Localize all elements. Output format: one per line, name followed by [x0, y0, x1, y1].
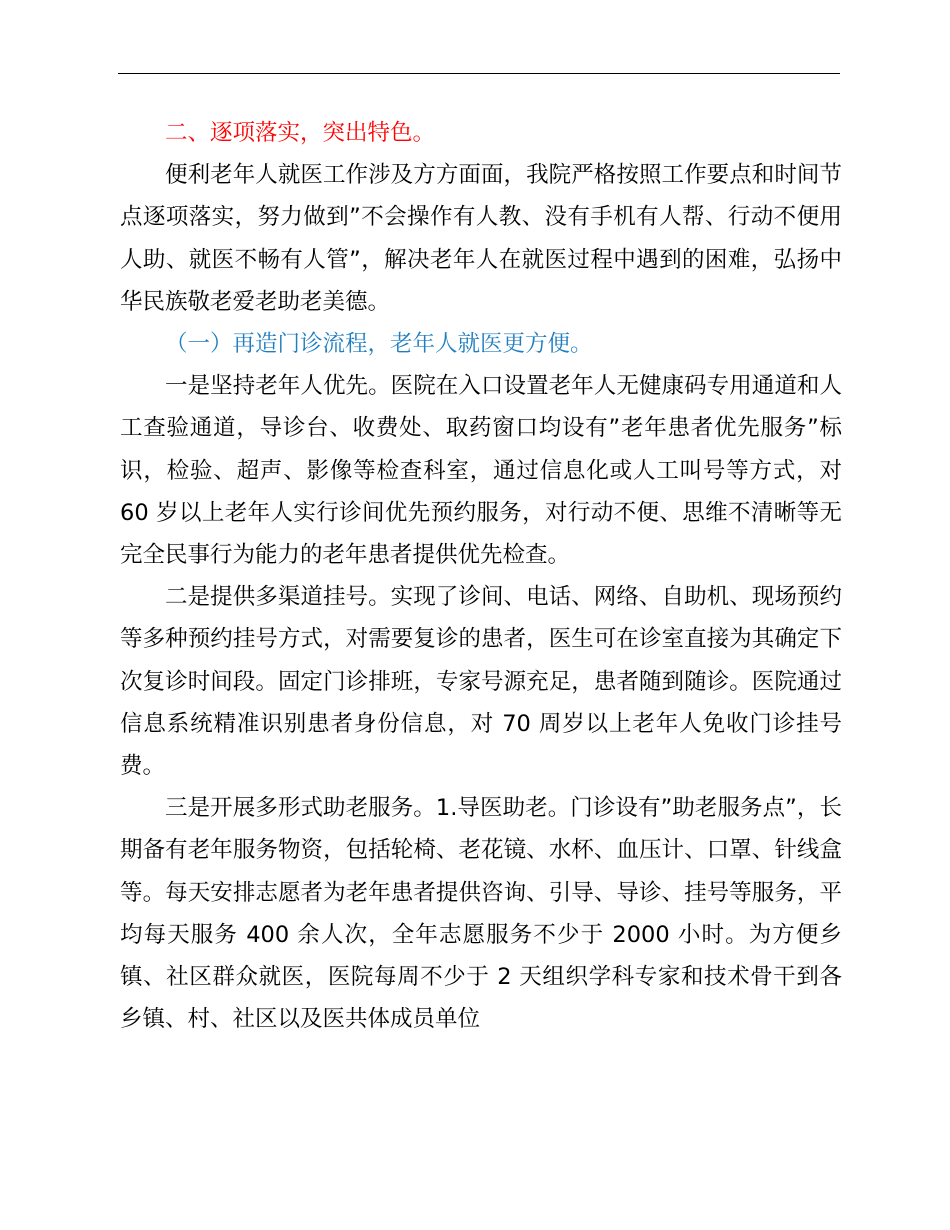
paragraph-elderly-priority: 一是坚持老年人优先。医院在入口设置老年人无健康码专用通道和人工查验通道，导诊台、收费处、取药窗口均设有”老年患者优先服务”标识，检验、超声、影像等检查科室，通过信息化或人工叫号等方式，对 60 岁以上老年人实行诊间优先预约服务，对行动不便、思维不清晰等无完全民事行为能力的老年患者提供优先检查。	[120, 373, 842, 569]
paragraph-multichannel-registration: 二是提供多渠道挂号。实现了诊间、电话、网络、自助机、现场预约等多种预约挂号方式，对需要复诊的患者，医生可在诊室直接为其确定下次复诊时间段。固定门诊排班，专家号源充足，患者随到随诊。医院通过信息系统精准识别患者身份信息，对 70 周岁以上老年人免收门诊挂号费。	[120, 584, 842, 780]
subsection-heading: （一）再造门诊流程，老年人就医更方便。	[165, 331, 593, 358]
header-rule	[118, 73, 840, 74]
document-body	[120, 112, 842, 1040]
paragraph-elderly-assistance: 三是开展多形式助老服务。1.导医助老。门诊设有”助老服务点”，长期备有老年服务物资，包括轮椅、老花镜、水杯、血压计、口罩、针线盒等。每天安排志愿者为老年患者提供咨询、引导、导诊、挂号等服务，平均每天服务 400 余人次，全年志愿服务不少于 2000 小时。为方便乡镇、社区群众就医，医院每周不少于 2 天组织学科专家和技术骨干到各乡镇、村、社区以及医共体成员单位	[120, 795, 842, 1033]
intro-paragraph: 便利老年人就医工作涉及方方面面，我院严格按照工作要点和时间节点逐项落实，努力做到”不会操作有人教、没有手机有人帮、行动不便用人助、就医不畅有人管”，解决老年人在就医过程中遇到的困难，弘扬中华民族敬老爱老助老美德。	[120, 162, 842, 315]
section-heading: 二、逐项落实，突出特色。	[165, 120, 436, 146]
